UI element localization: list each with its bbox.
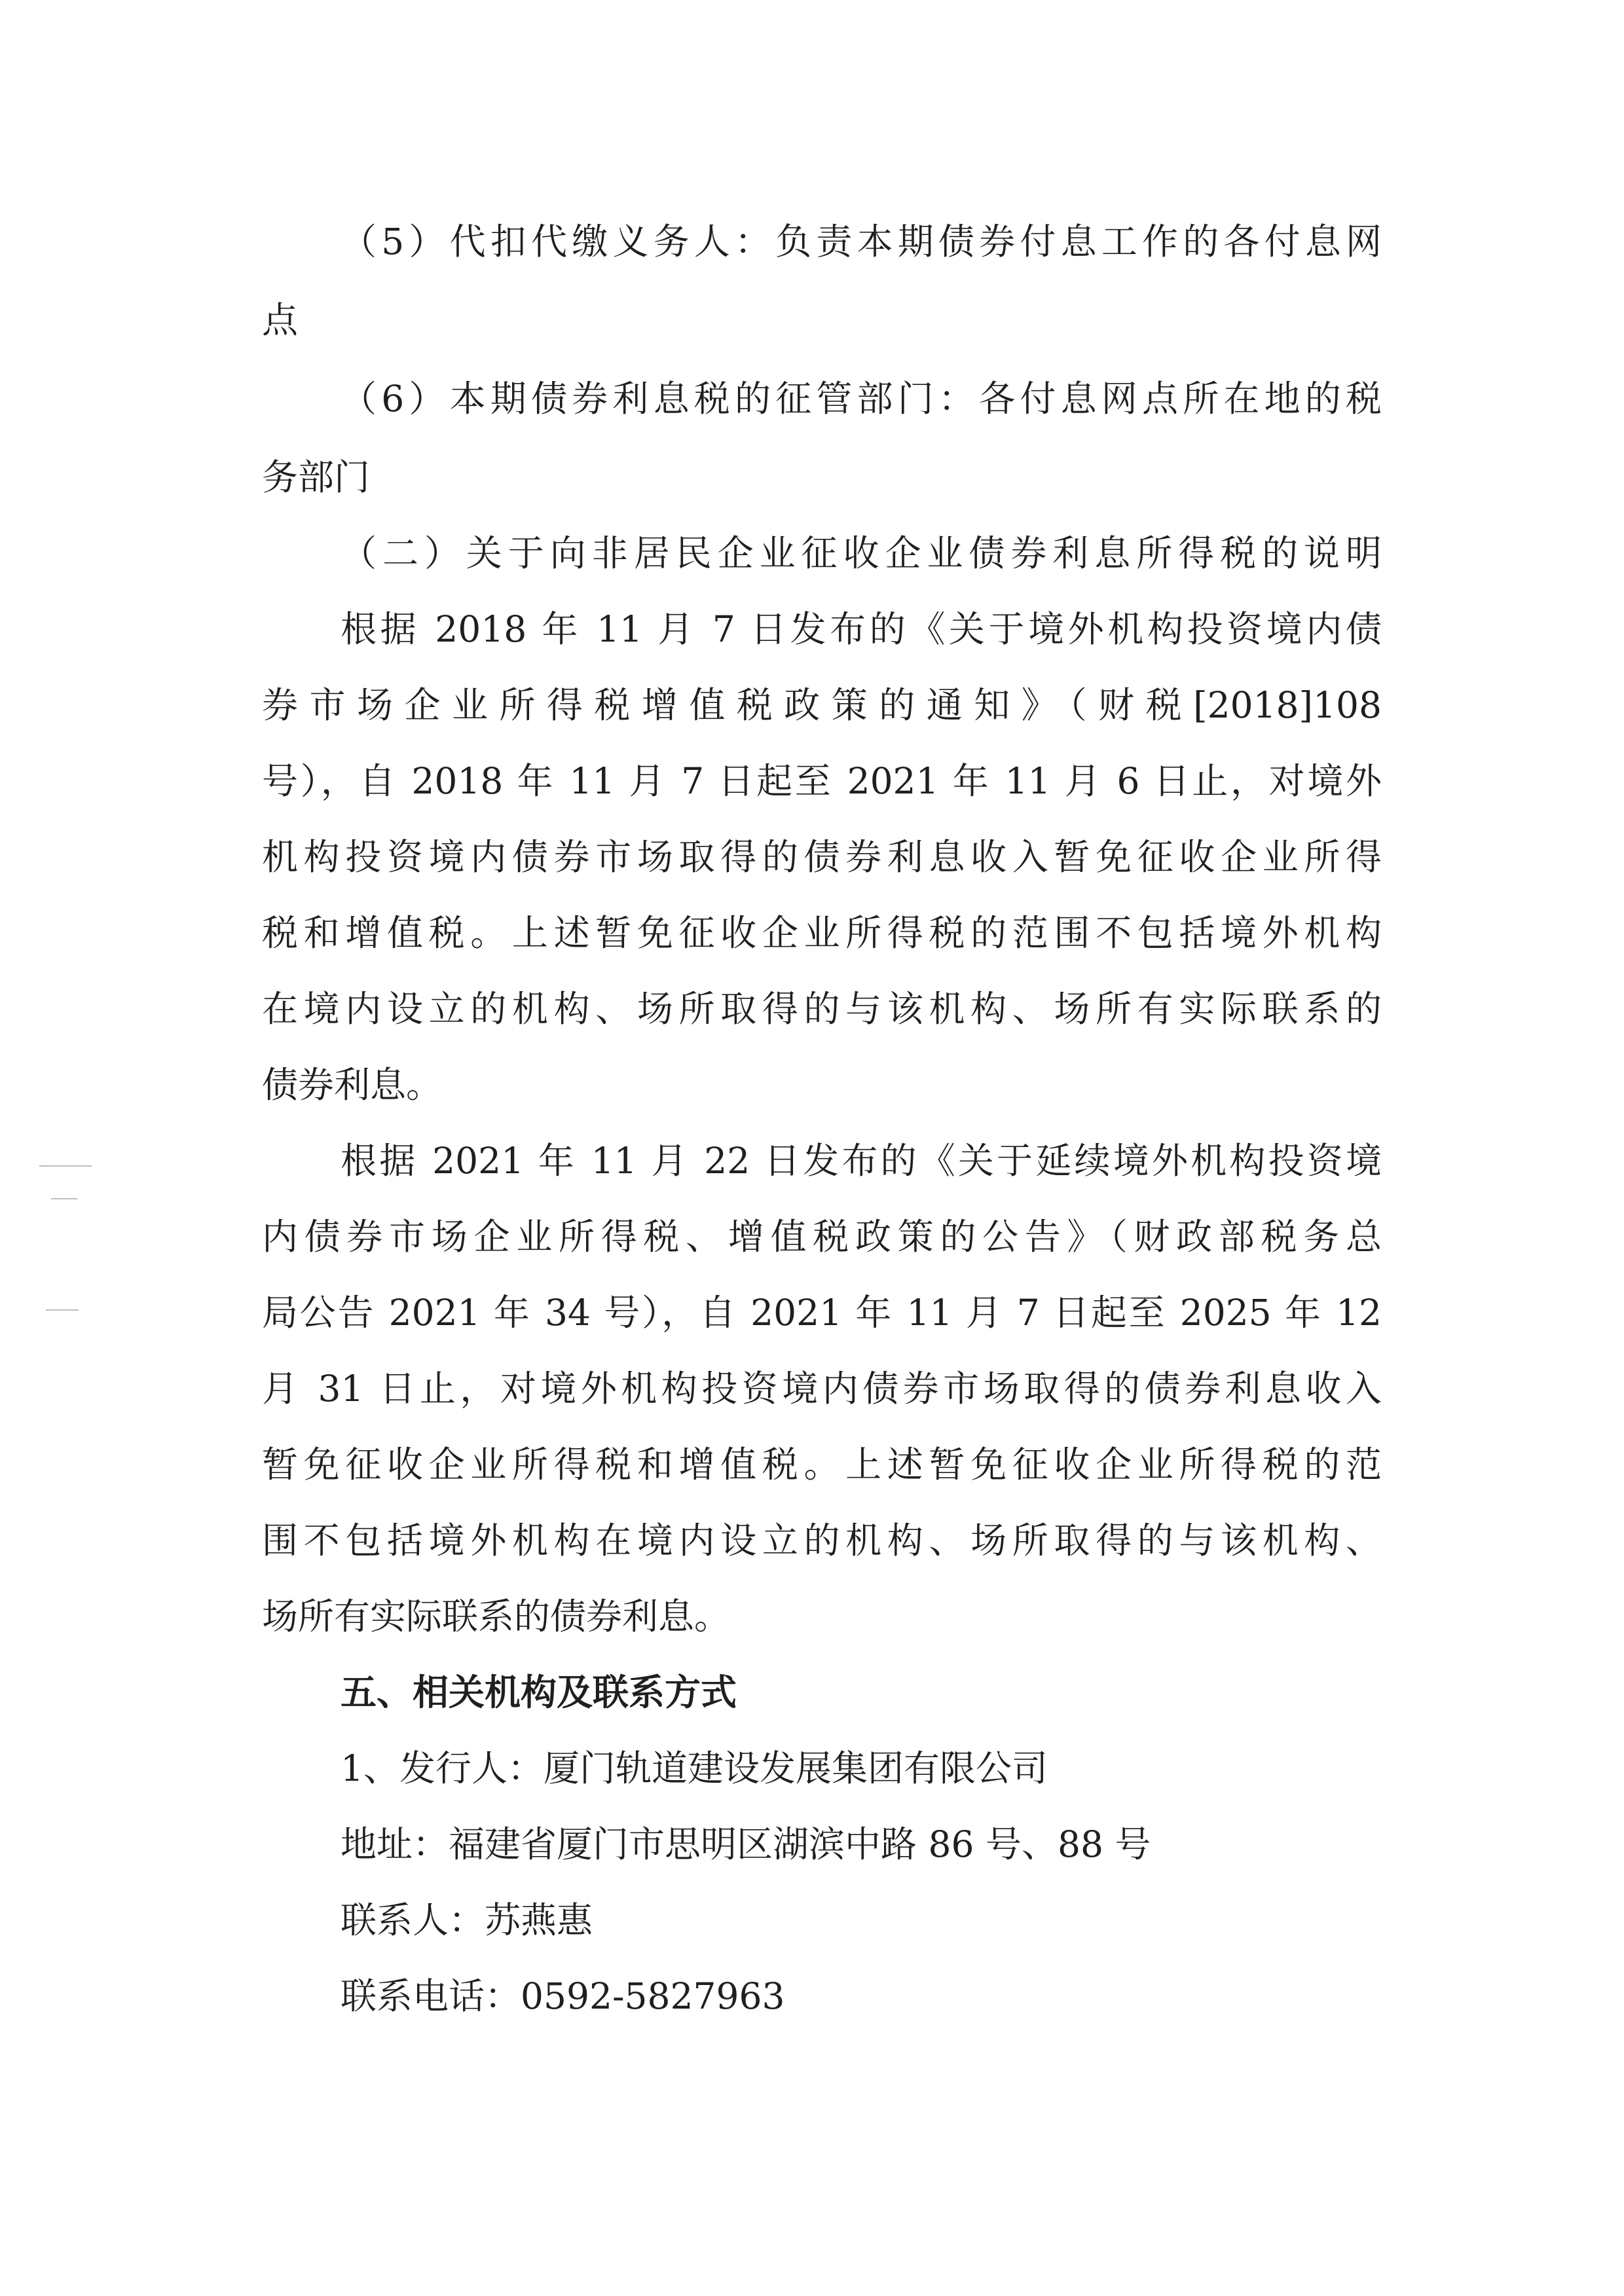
para1-line: 税和增值税。上述暂免征收企业所得税的范围不包括境外机构	[262, 912, 1382, 954]
para2-line: 暂免征收企业所得税和增值税。上述暂免征收企业所得税的范	[262, 1444, 1382, 1485]
para2-line: 月 31 日止，对境外机构投资境内债券市场取得的债券利息收入	[262, 1368, 1382, 1410]
para1-line: 债券利息。	[262, 1064, 443, 1106]
scan-artifact	[51, 1198, 77, 1199]
contact-phone-line: 联系电话：0592-5827963	[341, 1975, 785, 2017]
para2-line: 场所有实际联系的债券利息。	[262, 1595, 731, 1637]
para1-line: 券市场企业所得税增值税政策的通知》（财税[2018]108	[262, 684, 1382, 726]
item5-line1: （5）代扣代缴义务人：负责本期债券付息工作的各付息网	[341, 221, 1382, 263]
para1-line: 机构投资境内债券市场取得的债券利息收入暂免征收企业所得	[262, 836, 1382, 878]
contact-person-line: 联系人：苏燕惠	[341, 1899, 593, 1941]
para1-line: 在境内设立的机构、场所取得的与该机构、场所有实际联系的	[262, 988, 1382, 1030]
section5-heading: 五、相关机构及联系方式	[341, 1671, 737, 1713]
para1-line: 根据 2018 年 11 月 7 日发布的《关于境外机构投资境内债	[341, 608, 1382, 650]
address-line: 地址：福建省厦门市思明区湖滨中路 86 号、88 号	[341, 1823, 1151, 1865]
para2-line: 局公告 2021 年 34 号），自 2021 年 11 月 7 日起至 2025 年 12	[262, 1292, 1382, 1334]
item6-line1: （6）本期债券利息税的征管部门：各付息网点所在地的税	[341, 378, 1382, 420]
para2-line: 内债券市场企业所得税、增值税政策的公告》（财政部税务总	[262, 1216, 1382, 1258]
para2-line: 围不包括境外机构在境内设立的机构、场所取得的与该机构、	[262, 1520, 1382, 1561]
issuer-line: 1、发行人：厦门轨道建设发展集团有限公司	[341, 1747, 1048, 1789]
item6-line2: 务部门	[262, 456, 371, 498]
para2-line: 根据 2021 年 11 月 22 日发布的《关于延续境外机构投资境	[341, 1140, 1382, 1182]
scan-artifact	[39, 1165, 92, 1167]
scan-artifact	[46, 1309, 79, 1311]
subheading-non-resident: （二）关于向非居民企业征收企业债券利息所得税的说明	[341, 532, 1382, 574]
para1-line: 号），自 2018 年 11 月 7 日起至 2021 年 11 月 6 日止，对境外	[262, 760, 1382, 802]
item5-line2: 点	[262, 299, 299, 341]
